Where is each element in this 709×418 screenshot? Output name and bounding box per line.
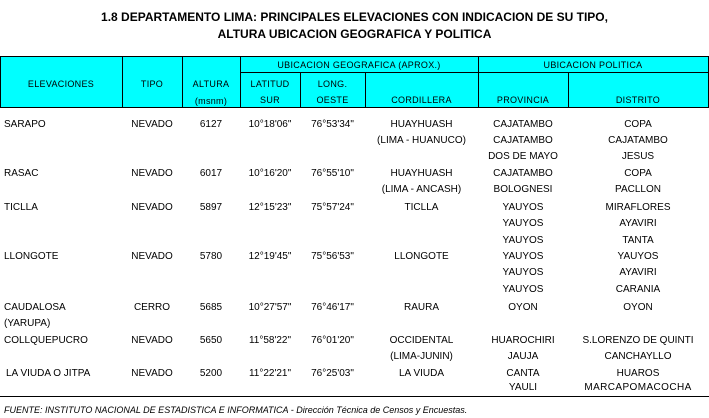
provincia-cell: YAUYOS bbox=[502, 218, 544, 229]
header-tipo: TIPO bbox=[140, 79, 164, 89]
header-ubicacion-geografica: UBICACION GEOGRAFICA (APROX.) bbox=[277, 60, 441, 70]
distrito-cell: MIRAFLORES bbox=[605, 202, 671, 213]
distrito-cell: COPA bbox=[624, 119, 652, 130]
distrito-cell: S.LORENZO DE QUINTI bbox=[582, 335, 694, 346]
header-mid-border bbox=[240, 72, 709, 73]
header-long-oeste: OESTE bbox=[316, 95, 349, 105]
distrito-cell: OYON bbox=[623, 302, 653, 313]
elevacion-tipo: NEVADO bbox=[131, 202, 173, 213]
elevacion-longitud: 76°55'10" bbox=[311, 168, 354, 179]
provincia-cell: YAUYOS bbox=[502, 267, 544, 278]
elevacion-name: TICLLA bbox=[4, 202, 38, 213]
elevacion-name: COLLQUEPUCRO bbox=[4, 335, 88, 346]
provincia-cell: DOS DE MAYO bbox=[488, 151, 558, 162]
distrito-cell: PACLLON bbox=[615, 184, 661, 195]
elevacion-tipo: NEVADO bbox=[131, 119, 173, 130]
provincia-cell: YAULI bbox=[508, 382, 538, 393]
header-provincia: PROVINCIA bbox=[496, 95, 550, 105]
header-altura: ALTURA bbox=[192, 79, 230, 89]
cordillera-cell: LA VIUDA bbox=[398, 368, 445, 379]
provincia-cell: YAUYOS bbox=[502, 202, 544, 213]
distrito-cell: AYAVIRI bbox=[619, 218, 657, 229]
distrito-cell: HUAROS bbox=[616, 368, 660, 379]
distrito-cell: CARANIA bbox=[615, 284, 661, 295]
elevacion-latitud: 11°58'22" bbox=[248, 335, 292, 346]
cordillera-cell: RAURA bbox=[403, 302, 439, 313]
elevacion-name: RASAC bbox=[4, 168, 39, 179]
elevacion-latitud: 10°18'06" bbox=[248, 119, 292, 130]
distrito-cell: CAJATAMBO bbox=[608, 135, 668, 146]
elevacion-name: LA VIUDA O JITPA bbox=[6, 368, 91, 379]
provincia-cell: CANTA bbox=[506, 368, 540, 379]
provincia-cell: JAUJA bbox=[507, 351, 539, 362]
elevacion-name-alt: (YARUPA) bbox=[4, 318, 51, 329]
elevacion-name: SARAPO bbox=[4, 119, 46, 130]
header-ubicacion-politica: UBICACION POLITICA bbox=[543, 60, 643, 70]
table-bottom-border bbox=[0, 396, 709, 397]
header-altura-unit: (msnm) bbox=[194, 96, 228, 106]
elevacion-altura: 6127 bbox=[199, 119, 223, 130]
provincia-cell: BOLOGNESI bbox=[493, 184, 553, 195]
title-line-2: ALTURA UBICACION GEOGRAFICA Y POLITICA bbox=[217, 27, 492, 41]
distrito-cell: JESUS bbox=[621, 151, 655, 162]
header-latitud: LATITUD bbox=[250, 79, 290, 89]
cordillera-cell: TICLLA bbox=[404, 202, 439, 213]
elevacion-latitud: 12°19'45" bbox=[248, 251, 292, 262]
cordillera-cell: (LIMA - HUANUCO) bbox=[377, 135, 466, 146]
elevacion-tipo: NEVADO bbox=[131, 168, 173, 179]
elevacion-altura: 5897 bbox=[199, 202, 223, 213]
elevacion-altura: 5650 bbox=[199, 335, 223, 346]
cordillera-cell: (LIMA - ANCASH) bbox=[381, 184, 462, 195]
provincia-cell: YAUYOS bbox=[502, 284, 544, 295]
elevacion-altura: 5780 bbox=[199, 251, 223, 262]
header-elevaciones: ELEVACIONES bbox=[27, 79, 95, 89]
header-top-border bbox=[0, 56, 709, 57]
title-line-1: 1.8 DEPARTAMENTO LIMA: PRINCIPALES ELEVACIONES CON INDICACION DE SU TIPO, bbox=[101, 10, 608, 24]
elevacion-tipo: NEVADO bbox=[131, 335, 173, 346]
elevacion-latitud: 10°27'57" bbox=[248, 302, 292, 313]
elevacion-longitud: 76°01'20" bbox=[311, 335, 354, 346]
provincia-cell: YAUYOS bbox=[502, 251, 544, 262]
elevacion-longitud: 75°56'53" bbox=[311, 251, 354, 262]
elevacion-longitud: 75°57'24" bbox=[311, 202, 354, 213]
distrito-cell: YAUYOS bbox=[617, 251, 659, 262]
elevacion-tipo: CERRO bbox=[133, 302, 171, 313]
header-cordillera: CORDILLERA bbox=[391, 95, 452, 105]
provincia-cell: CAJATAMBO bbox=[493, 168, 553, 179]
cordillera-cell: HUAYHUASH bbox=[390, 168, 453, 179]
header-latitud-sur: SUR bbox=[260, 95, 280, 105]
elevacion-latitud: 10°16'20" bbox=[248, 168, 292, 179]
distrito-cell: CANCHAYLLO bbox=[604, 351, 672, 362]
elevacion-name: LLONGOTE bbox=[4, 251, 59, 262]
distrito-cell: AYAVIRI bbox=[619, 267, 657, 278]
elevacion-altura: 6017 bbox=[199, 168, 223, 179]
header-distrito: DISTRITO bbox=[615, 95, 661, 105]
elevacion-name: CAUDALOSA bbox=[4, 302, 66, 313]
elevacion-altura: 5200 bbox=[199, 368, 223, 379]
provincia-cell: OYON bbox=[508, 302, 538, 313]
provincia-cell: HUAROCHIRI bbox=[491, 335, 555, 346]
provincia-cell: CAJATAMBO bbox=[493, 135, 553, 146]
cordillera-cell: OCCIDENTAL bbox=[389, 335, 454, 346]
header-long: LONG. bbox=[317, 79, 348, 89]
provincia-cell: YAUYOS bbox=[502, 235, 544, 246]
elevacion-altura: 5685 bbox=[199, 302, 223, 313]
cordillera-cell: LLONGOTE bbox=[394, 251, 449, 262]
source-footnote: FUENTE: INSTITUTO NACIONAL DE ESTADISTICA E INFORMATICA - Dirección Técnica de Censos y Encuestas. bbox=[4, 405, 468, 415]
distrito-cell: TANTA bbox=[622, 235, 654, 246]
distrito-cell: MARCAPOMACOCHA bbox=[584, 382, 692, 393]
elevacion-latitud: 12°15'23" bbox=[248, 202, 292, 213]
elevacion-latitud: 11°22'21" bbox=[248, 368, 292, 379]
cordillera-cell: (LIMA-JUNIN) bbox=[390, 351, 453, 362]
elevacion-longitud: 76°25'03" bbox=[311, 368, 354, 379]
elevacion-tipo: NEVADO bbox=[131, 251, 173, 262]
provincia-cell: CAJATAMBO bbox=[493, 119, 553, 130]
elevacion-longitud: 76°46'17" bbox=[311, 302, 354, 313]
elevacion-longitud: 76°53'34" bbox=[311, 119, 354, 130]
distrito-cell: COPA bbox=[624, 168, 652, 179]
header-bottom-border bbox=[0, 107, 709, 108]
elevacion-tipo: NEVADO bbox=[131, 368, 173, 379]
cordillera-cell: HUAYHUASH bbox=[390, 119, 453, 130]
